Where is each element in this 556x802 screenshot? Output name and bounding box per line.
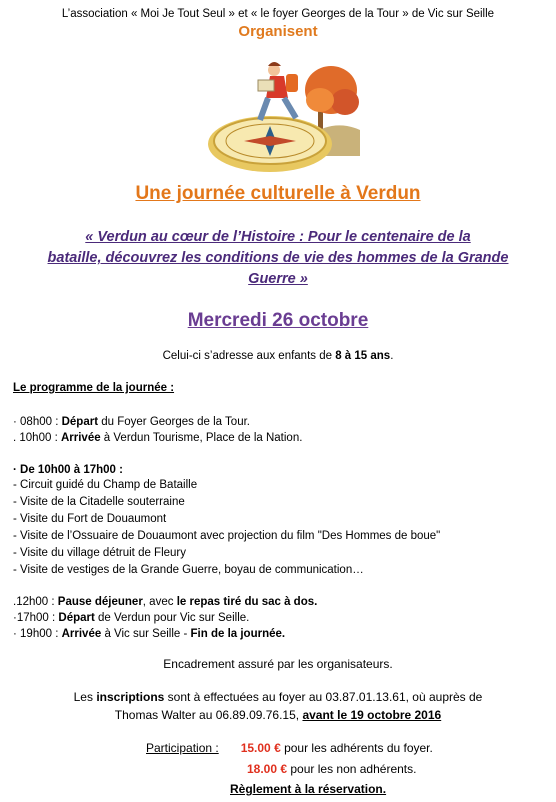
- price-non-members: 18.00 €: [247, 762, 288, 776]
- event-date: Mercredi 26 octobre: [187, 310, 369, 331]
- time: ·17h00: [13, 612, 49, 624]
- activity-item: - Visite du village détruit de Fleury: [13, 547, 187, 559]
- organisent-heading: Organisent: [238, 23, 318, 40]
- schedule-text: à Verdun Tourisme, Place de la Nation.: [100, 432, 303, 444]
- schedule-label: Départ: [58, 612, 95, 624]
- separator: :: [48, 596, 58, 608]
- association-line: L’association « Moi Je Tout Seul » et « le foyer Georges de la Tour » de Vic sur Seille: [61, 8, 495, 20]
- separator: :: [48, 612, 59, 624]
- audience-prefix: Celui-ci s’adresse aux enfants de: [162, 350, 336, 362]
- audience-range: 8 à 15 ans: [335, 350, 391, 362]
- schedule-item-1000: [13, 430, 302, 446]
- compass-hiker-illustration: [204, 44, 360, 180]
- schedule-note: Fin de la journée.: [190, 628, 286, 640]
- activity-item: - Circuit guidé du Champ de Bataille: [13, 479, 198, 491]
- schedule-item-1900: [13, 626, 285, 642]
- registration-line-1: [0, 690, 556, 704]
- supervision-note: Encadrement assuré par les organisateurs.: [163, 657, 393, 671]
- bullet: ·: [13, 416, 21, 428]
- payment-note: Règlement à la réservation.: [230, 782, 387, 796]
- schedule-item-1700: [13, 610, 249, 626]
- activity-item: - Visite du Fort de Douaumont: [13, 513, 167, 525]
- registration-contact: Thomas Walter au 06.89.09.76.15,: [114, 708, 303, 722]
- schedule-text: du Foyer Georges de la Tour.: [98, 416, 250, 428]
- schedule-text: à Vic sur Seille -: [101, 628, 191, 640]
- time: 10h00: [19, 432, 52, 444]
- price-members: 15.00 €: [240, 741, 281, 755]
- audience-line: [0, 350, 556, 362]
- schedule-label: Arrivée: [61, 628, 102, 640]
- time: · 19h00: [13, 628, 53, 640]
- activity-item: - Visite de la Citadelle souterraine: [13, 496, 185, 508]
- schedule-text: de Verdun pour Vic sur Seille.: [94, 612, 250, 624]
- subtitle-line-1: « Verdun au cœur de l’Histoire : Pour le centenaire de la: [85, 229, 471, 245]
- price-non-members-text: pour les non adhérents.: [287, 762, 417, 776]
- time: 08h00: [20, 416, 53, 428]
- participation-label: Participation :: [146, 741, 219, 755]
- activity-item: - Visite de vestiges de la Grande Guerre, boyau de communication…: [13, 564, 364, 576]
- audience-suffix: .: [390, 350, 394, 362]
- schedule-label: Arrivée: [60, 432, 101, 444]
- event-title: Une journée culturelle à Verdun: [135, 183, 421, 204]
- registration-text: sont à effectuées au foyer au 03.87.01.13.61, où auprès de: [164, 690, 483, 704]
- schedule-item-1200: [13, 594, 317, 610]
- participation-row-2: [247, 762, 416, 776]
- activity-item: - Visite de l’Ossuaire de Douaumont avec projection du film "Des Hommes de boue": [13, 530, 441, 542]
- time: .12h00: [13, 596, 49, 608]
- schedule-label: Départ: [61, 416, 99, 428]
- registration-deadline: avant le 19 octobre 2016: [302, 708, 442, 722]
- registration-prefix: Les: [73, 690, 97, 704]
- schedule-item-0800: [13, 414, 250, 430]
- separator: :: [52, 416, 62, 428]
- bullet: .: [13, 432, 20, 444]
- programme-heading: Le programme de la journée :: [13, 382, 175, 394]
- subtitle-line-3: Guerre »: [248, 271, 308, 287]
- schedule-text: , avec: [142, 596, 177, 608]
- participation-row-1: [146, 741, 433, 755]
- day-block-heading: · De 10h00 à 17h00 :: [13, 464, 123, 476]
- registration-line-2: [0, 708, 556, 722]
- schedule-label: Pause déjeuner: [57, 596, 143, 608]
- registration-keyword: inscriptions: [96, 690, 165, 704]
- separator: :: [52, 628, 62, 640]
- subtitle-line-2: bataille, découvrez les conditions de vie des hommes de la Grande: [47, 250, 509, 266]
- separator: :: [51, 432, 61, 444]
- price-members-text: pour les adhérents du foyer.: [280, 741, 433, 755]
- schedule-note: le repas tiré du sac à dos.: [176, 596, 318, 608]
